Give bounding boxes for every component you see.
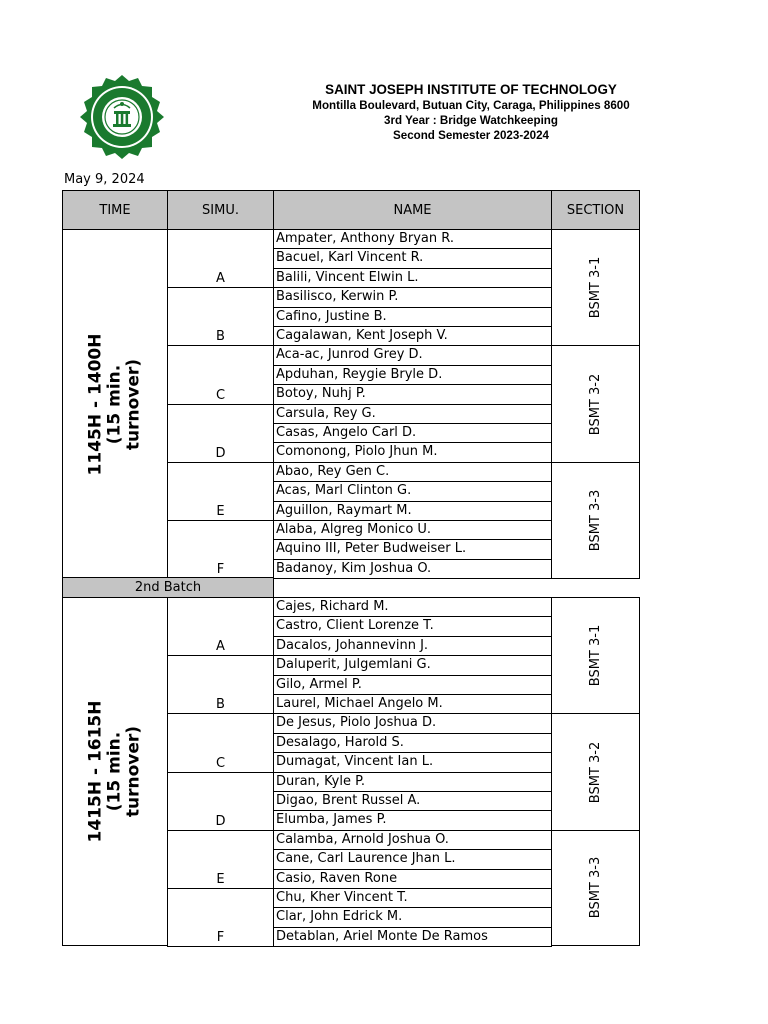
time-slot-cell	[62, 597, 168, 946]
student-name-cell	[273, 462, 552, 482]
student-name-cell	[273, 423, 552, 443]
column-header-label: TIME	[99, 202, 131, 218]
student-name-cell	[273, 307, 552, 327]
student-name: Botoy, Nuhj P.	[276, 386, 366, 402]
simulator-label: D	[215, 445, 226, 461]
simulator-cell	[167, 713, 274, 772]
section-cell	[551, 830, 640, 946]
student-name-cell	[273, 404, 552, 424]
student-name: Dacalos, Johannevinn J.	[276, 637, 429, 653]
student-name-cell	[273, 713, 552, 733]
simulator-label: D	[215, 813, 226, 829]
column-header	[273, 190, 552, 230]
student-name-cell	[273, 365, 552, 385]
simulator-label: E	[216, 503, 225, 519]
student-name-cell	[273, 248, 552, 268]
section-label: BSMT 3-3	[588, 489, 603, 552]
student-name: Chu, Kher Vincent T.	[276, 890, 408, 905]
simulator-cell	[167, 520, 274, 579]
student-name: Balili, Vincent Elwin L.	[276, 269, 419, 285]
student-name-cell	[273, 520, 552, 540]
student-name-cell	[273, 616, 552, 636]
student-name: Carsula, Rey G.	[276, 405, 376, 421]
student-name-cell	[273, 268, 552, 288]
student-name: Duran, Kyle P.	[276, 773, 366, 789]
student-name: Aguillon, Raymart M.	[276, 502, 412, 518]
student-name: Cane, Carl Laurence Jhan L.	[276, 851, 456, 867]
column-header	[551, 190, 640, 230]
batch-divider-cell	[62, 577, 274, 598]
student-name: Acas, Marl Clinton G.	[276, 483, 412, 499]
simulator-cell	[167, 597, 274, 656]
section-label: BSMT 3-1	[588, 624, 603, 687]
student-name: Aca-ac, Junrod Grey D.	[276, 347, 423, 363]
column-header-label: SECTION	[566, 202, 625, 218]
section-label: BSMT 3-3	[588, 857, 603, 919]
student-name-cell	[273, 229, 552, 249]
student-name-cell	[273, 869, 552, 889]
student-name: Basilisco, Kerwin P.	[276, 289, 399, 305]
section-label: BSMT 3-1	[588, 256, 603, 319]
column-header-label: NAME	[393, 202, 432, 218]
student-name: Ampater, Anthony Bryan R.	[276, 231, 454, 246]
student-name: Cajes, Richard M.	[276, 599, 389, 614]
student-name-cell	[273, 326, 552, 346]
student-name-cell	[273, 559, 552, 579]
student-name: Castro, Client Lorenze T.	[276, 618, 434, 634]
student-name: Desalago, Harold S.	[276, 734, 404, 750]
student-name: Comonong, Piolo Jhun M.	[276, 444, 438, 460]
simulator-cell	[167, 772, 274, 831]
section-cell	[551, 345, 640, 462]
student-name: Elumba, James P.	[276, 812, 387, 828]
student-name-cell	[273, 849, 552, 869]
student-name: Laurel, Michael Angelo M.	[276, 696, 443, 711]
student-name-cell	[273, 830, 552, 850]
section-cell	[551, 229, 640, 346]
student-name: Gilo, Armel P.	[276, 676, 362, 692]
simulator-cell	[167, 888, 274, 947]
student-name-cell	[273, 810, 552, 830]
time-slot-label	[87, 333, 144, 475]
column-header-label: SIMU.	[202, 202, 239, 218]
simulator-cell	[167, 830, 274, 889]
school-name: SAINT JOSEPH INSTITUTE OF TECHNOLOGY	[325, 82, 617, 97]
student-name-cell	[273, 907, 552, 927]
student-name: Dumagat, Vincent Ian L.	[276, 754, 434, 770]
simulator-cell	[167, 404, 274, 463]
simulator-label: C	[215, 387, 226, 403]
student-name-cell	[273, 675, 552, 695]
student-name: Daluperit, Julgemlani G.	[276, 657, 431, 673]
student-name: Apduhan, Reygie Bryle D.	[276, 366, 443, 382]
simulator-cell	[167, 655, 274, 714]
section-cell	[551, 713, 640, 830]
student-name-cell	[273, 442, 552, 462]
student-name-cell	[273, 733, 552, 753]
section-label: BSMT 3-2	[588, 373, 603, 435]
simulator-label: E	[216, 871, 225, 887]
student-name-cell	[273, 752, 552, 772]
student-name-cell	[273, 384, 552, 404]
simulator-cell	[167, 287, 274, 346]
year-course-line: 3rd Year : Bridge Watchkeeping	[384, 114, 558, 127]
column-header	[62, 190, 168, 230]
simulator-label: C	[215, 755, 226, 771]
simulator-label: F	[216, 562, 225, 578]
turnover-line-1: (15 min.	[104, 731, 125, 812]
student-name: Aquino III, Peter Budweiser L.	[276, 541, 467, 557]
section-cell	[551, 597, 640, 714]
student-name: Alaba, Algreg Monico U.	[276, 522, 432, 537]
section-label: BSMT 3-2	[588, 741, 603, 803]
student-name-cell	[273, 501, 552, 521]
simulator-cell	[167, 462, 274, 521]
simulator-label: A	[216, 639, 225, 655]
student-name: Detablan, Ariel Monte De Ramos	[276, 928, 488, 944]
time-slot-cell	[62, 229, 168, 579]
student-name: Cafino, Justine B.	[276, 308, 387, 324]
simulator-label: B	[216, 329, 225, 345]
student-name-cell	[273, 481, 552, 501]
student-name-cell	[273, 287, 552, 307]
simulator-label: F	[216, 930, 225, 946]
student-name: Casio, Raven Rone	[276, 870, 398, 886]
section-cell	[551, 462, 640, 579]
simulator-cell	[167, 229, 274, 288]
simulator-label: B	[216, 697, 225, 713]
semester-line: Second Semester 2023-2024	[393, 129, 549, 142]
schedule-date: May 9, 2024	[64, 172, 145, 187]
simulator-cell	[167, 345, 274, 404]
student-name-cell	[273, 597, 552, 617]
simulator-label: A	[216, 271, 225, 287]
time-slot-label	[87, 701, 144, 843]
student-name-cell	[273, 694, 552, 714]
student-name-cell	[273, 636, 552, 656]
student-name: Calamba, Arnold Joshua O.	[276, 831, 449, 847]
student-name-cell	[273, 927, 552, 947]
column-header	[167, 190, 274, 230]
student-name: Cagalawan, Kent Joseph V.	[276, 328, 448, 343]
time-range: 1415H - 1615H	[85, 700, 106, 843]
student-name-cell	[273, 791, 552, 811]
student-name: Bacuel, Karl Vincent R.	[276, 250, 424, 266]
turnover-line-2: turnover)	[123, 725, 144, 818]
student-name-cell	[273, 888, 552, 908]
student-name: De Jesus, Piolo Joshua D.	[276, 715, 437, 731]
student-name: Abao, Rey Gen C.	[276, 463, 390, 479]
student-name: Clar, John Edrick M.	[276, 909, 403, 925]
student-name-cell	[273, 655, 552, 675]
student-name: Badanoy, Kim Joshua O.	[276, 560, 432, 576]
student-name: Digao, Brent Russel A.	[276, 793, 421, 808]
student-name-cell	[273, 539, 552, 559]
student-name: Casas, Angelo Carl D.	[276, 425, 417, 440]
turnover-line-1: (15 min.	[104, 364, 125, 444]
student-name-cell	[273, 345, 552, 365]
school-seal-logo	[66, 74, 178, 160]
school-address: Montilla Boulevard, Butuan City, Caraga, Philippines 8600	[312, 99, 630, 112]
student-name-cell	[273, 772, 552, 792]
batch-divider-label: 2nd Batch	[134, 580, 202, 595]
turnover-line-2: turnover)	[123, 358, 144, 450]
time-range: 1145H - 1400H	[85, 333, 106, 476]
